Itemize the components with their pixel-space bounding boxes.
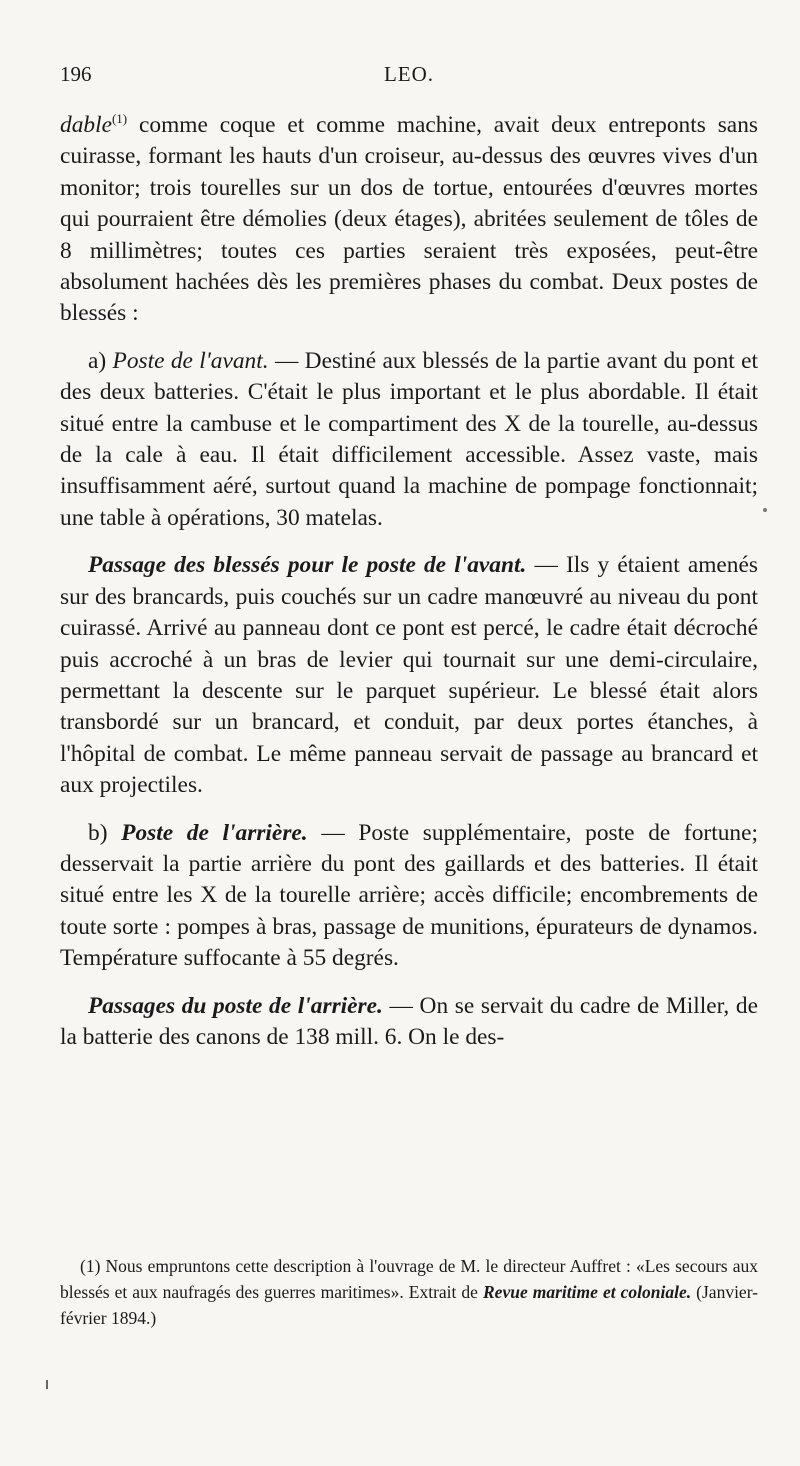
footnote-area (60, 1253, 758, 1331)
paragraph-poste-arriere (60, 818, 758, 975)
section-heading-passage-blesses: Passage des blessés pour le poste de l'avant. (88, 552, 527, 579)
footnote-reference: (1) (111, 111, 128, 127)
print-speck (763, 508, 767, 512)
footnote-source: Revue maritime et coloniale. (483, 1282, 692, 1302)
paragraph-passages-arriere (60, 991, 758, 1054)
footnote-text: Nous empruntons cette description à l'ouvrage de M. le directeur Auffret : «Les secours aux blessés et aux naufragés des guerres maritimes». Extrait de (60, 1256, 758, 1302)
paragraph-passage-blesses-text: — Ils y étaient amenés sur des brancards, puis couchés sur un cadre manœuvré au niveau du pont cuirassé. Arrivé au panneau dont ce pont est percé, le cadre était décroché puis accroché à un bras de levier qui tournait sur une demi-circulaire, permettant la descente sur le parquet supérieur. Le blessé était alors transbordé sur un brancard, et conduit, par deux portes étanches, à l'hôpital de combat. Le même panneau servait de passage au brancard et aux projectiles. (60, 552, 758, 799)
print-mark (46, 1380, 48, 1389)
page-header (60, 62, 758, 98)
word-dable: dable (60, 112, 112, 138)
page-number: 196 (60, 62, 92, 86)
paragraph-poste-avant-text: — Destiné aux blessés de la partie avant du pont et des deux batteries. C'était le plus important et le plus abordable. Il était situé entre la cambuse et le compartiment des X de la tourelle, au-dessus de la cale à eau. Il était difficilement accessible. Assez vaste, mais insuffisamment aéré, surtout quand la machine de pompage fonctionnait; une table à opérations, 30 matelas. (60, 347, 758, 531)
footnote-1 (60, 1253, 758, 1331)
body-text (60, 110, 758, 1053)
footnote-marker: (1) (80, 1256, 101, 1276)
footnote-date: (Janvier-février 1894.) (60, 1282, 758, 1328)
paragraph-passages-arriere-text: — On se servait du cadre de Miller, de la batterie des canons de 138 mill. 6. On le des- (60, 992, 758, 1050)
section-heading-poste-arriere: Poste de l'arrière. (121, 819, 308, 846)
paragraph-1-text: comme coque et comme machine, avait deux entreponts sans cuirasse, formant les hauts d'un croiseur, au-dessus des œuvres vives d'un monitor; trois tourelles sur un dos de tortue, entourées d'œuvres mortes qui pourraient être démolies (deux étages), abritées seulement de tôles de 8 millimètres; toutes ces parties seraient très exposées, peut-être absolument hachées dès les premières phases du combat. Deux postes de blessés : (60, 112, 758, 327)
paragraph-poste-avant (60, 346, 758, 534)
running-title: LEO. (383, 62, 435, 86)
paragraph-1 (60, 110, 758, 330)
section-heading-poste-avant: Poste de l'avant. (112, 347, 269, 374)
section-marker-a: a) (88, 347, 113, 374)
section-marker-b: b) (88, 819, 122, 846)
paragraph-poste-arriere-text: — Poste supplémentaire, poste de fortune; desservait la partie arrière du pont des gaillards et des batteries. Il était situé entre les X de la tourelle arrière; accès difficile; encombrements de toute sorte : pompes à bras, passage de munitions, épurateurs de dynamos. Température suffocante à 55 degrés. (60, 819, 758, 972)
paragraph-passage-blesses (60, 550, 758, 801)
book-page (60, 62, 758, 1053)
section-heading-passages-arriere: Passages du poste de l'arrière. (88, 992, 383, 1019)
